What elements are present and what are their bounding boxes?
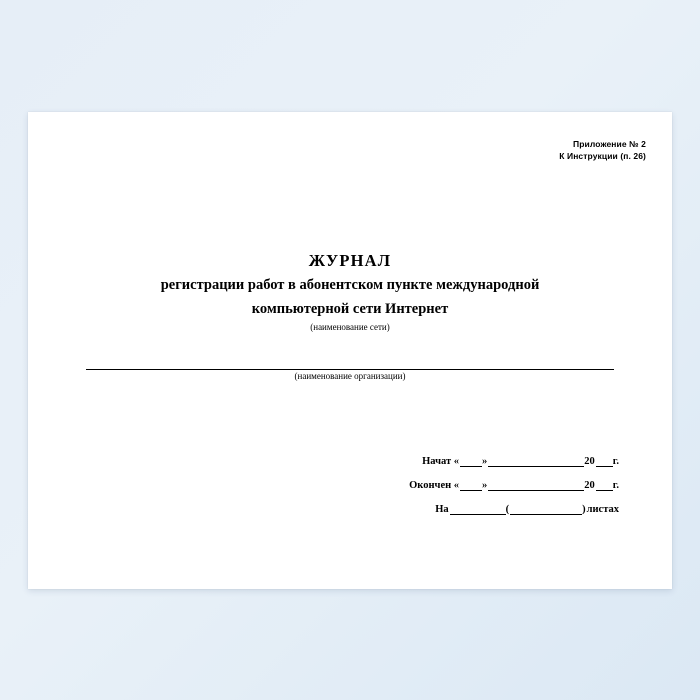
finished-year-suffix: г. (612, 480, 619, 491)
finished-year-blank (596, 480, 613, 491)
started-date-row (300, 456, 620, 467)
document-subtitle-line-1: регистрации работ в абонентском пункте международной (160, 277, 540, 294)
started-label: Начат « (422, 456, 460, 467)
pages-label: На (435, 504, 449, 515)
pages-paren-open: ( (505, 504, 510, 515)
started-year-blank (596, 456, 613, 467)
started-quote-close: » (482, 456, 488, 467)
appendix-line-1: Приложение № 2 (573, 139, 646, 149)
document-title: ЖУРНАЛ (308, 251, 392, 270)
finished-month-blank (488, 480, 584, 491)
organization-fill-line (86, 369, 614, 370)
footer-fields (300, 456, 620, 528)
pages-suffix: листах (586, 504, 619, 515)
finished-date-row (300, 480, 620, 491)
appendix-line-2: К Инструкции (п. 26) (559, 151, 646, 162)
finished-quote-close: » (482, 480, 488, 491)
document-sheet (28, 112, 672, 589)
pages-paren-close: ) (582, 504, 586, 515)
started-year-prefix: 20 (584, 456, 595, 467)
organization-name-note: (наименование организации) (294, 371, 406, 381)
started-month-blank (488, 456, 584, 467)
finished-day-blank (460, 480, 482, 491)
title-block (28, 250, 672, 332)
started-day-blank (460, 456, 482, 467)
pages-count-row (300, 504, 620, 515)
network-name-note: (наименование сети) (310, 322, 390, 333)
started-year-suffix: г. (612, 456, 619, 467)
pages-number-blank (450, 504, 506, 515)
finished-label: Окончен « (409, 480, 460, 491)
appendix-reference (559, 138, 646, 163)
finished-year-prefix: 20 (584, 480, 595, 491)
pages-words-blank (510, 504, 582, 515)
document-subtitle-line-2: компьютерной сети Интернет (251, 301, 449, 318)
